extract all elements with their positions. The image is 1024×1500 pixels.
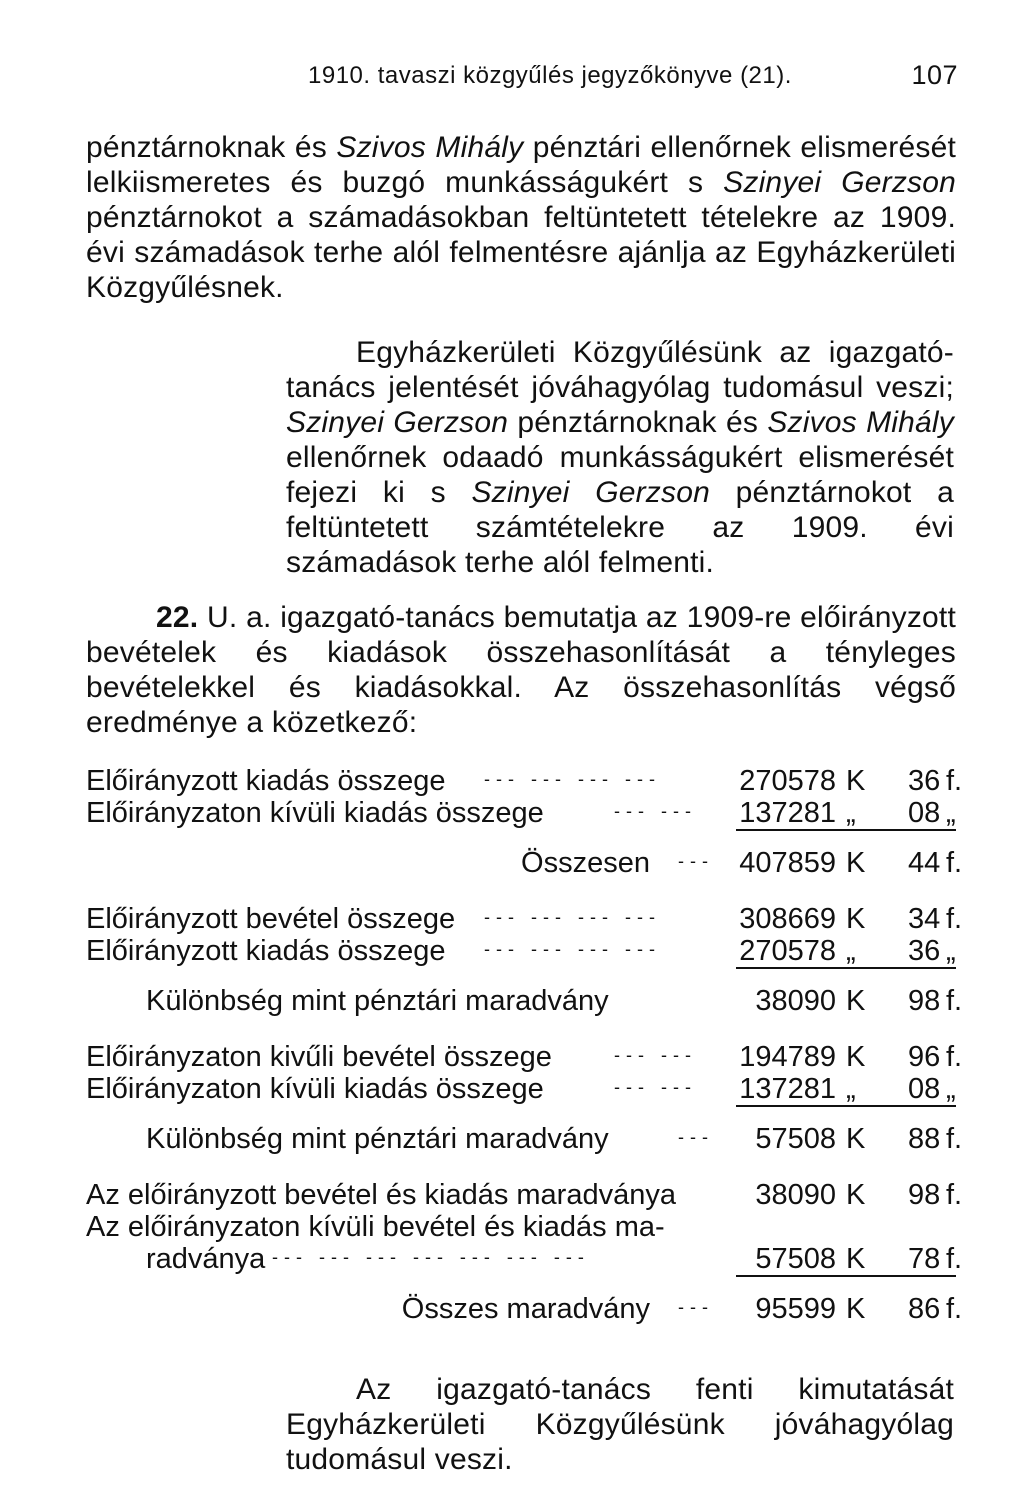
- name-szinyei: Szinyei Gerzson: [723, 166, 956, 199]
- name-szivos: Szivos Mihály: [767, 406, 954, 439]
- item-number: 22.: [156, 601, 199, 634]
- table-row: Előirányzott kiadás összege --- --- --- --- 270578 „ 36 „: [86, 935, 956, 967]
- name-szinyei: Szinyei Gerzson: [471, 476, 710, 509]
- table-row: Előirányzaton kívüli kiadás összege --- --- 137281 „ 08 „: [86, 797, 956, 829]
- table-row-grand-total: Összes maradvány --- 95599 K 86 f.: [401, 1293, 963, 1325]
- paragraph-approval: Az igazgató-tanács fenti kimutatását Egyházkerületi Közgyűlésünk jóváhagyólag tudomásul veszi.: [286, 1373, 954, 1476]
- paragraph-item-22: 22. U. a. igazgató-tanács bemutatja az 1909-re előirányzott bevételek és kiadások összehasonlítását a tényleges bevételekkel és kiadásokkal. Az összehasonlítás végső eredménye a közetkező:: [86, 601, 956, 739]
- page-header: [308, 62, 958, 90]
- table-row-difference: Különbség mint pénztári maradvány --- 57508 K 88 f.: [146, 1123, 963, 1155]
- table-row: Előirányzaton kívüli kiadás összege --- --- 137281 „ 08 „: [86, 1073, 956, 1105]
- table-row: radványa --- --- --- --- --- --- --- 57508 K 78 f.: [86, 1243, 956, 1275]
- table-row: Előirányzott bevétel összege --- --- --- --- 308669 K 34 f.: [86, 903, 963, 935]
- table-row: Előirányzaton kivűli bevétel összege --- --- 194789 K 96 f.: [86, 1041, 963, 1073]
- name-szinyei: Szinyei Gerzson: [286, 406, 509, 439]
- table-row-difference: Különbség mint pénztári maradvány 38090 K 98 f.: [146, 985, 963, 1017]
- budget-summary-table: [86, 765, 963, 1325]
- name-szivos: Szivos Mihály: [336, 131, 524, 164]
- paragraph-recommendation: pénztárnoknak és Szivos Mihály pénztári ellenőrnek elismerését lelkiismeretes és buzgó munkásságukért s Szinyei Gerzson pénztárnokot a számadásokban feltüntetett tételekre az 1909. évi számadások terhe alól felmentésre ajánlja az Egyházkerületi Közgyűlésnek.: [86, 131, 956, 304]
- header-title: 1910. tavaszi közgyűlés jegyzőkönyve (21).: [308, 62, 792, 89]
- table-row: Az előirányzott bevétel és kiadás maradványa 38090 K 98 f.: [86, 1179, 963, 1211]
- table-row: Az előirányzaton kívüli bevétel és kiadás ma-: [86, 1211, 665, 1243]
- table-row-total: Összesen --- 407859 K 44 f.: [521, 847, 963, 879]
- page-number: 107: [911, 60, 958, 90]
- table-row: Előirányzott kiadás összege --- --- --- --- 270578 K 36 f.: [86, 765, 963, 797]
- paragraph-resolution: Egyházkerületi Közgyűlésünk az igazgató-tanács jelentését jóváhagyólag tudomásul veszi; Szinyei Gerzson pénztárnoknak és Szivos Mihály ellenőrnek odaadó munkásságukért elismerését fejezi ki s Szinyei Gerzson pénztárnokot a feltüntetett számtételekre az 1909. évi számadások terhe alól felmenti.: [286, 336, 954, 579]
